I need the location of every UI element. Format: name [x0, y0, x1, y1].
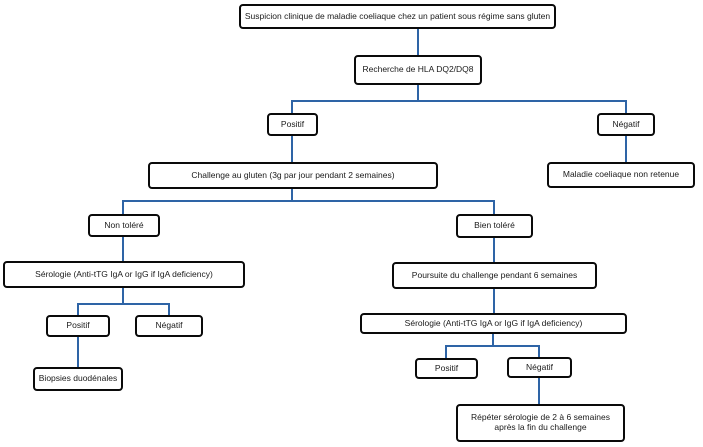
- connector-line: [168, 303, 170, 315]
- connector-line: [493, 200, 495, 214]
- connector-line: [77, 303, 79, 315]
- node-serologie2-positif: Positif: [415, 358, 478, 379]
- connector-line: [625, 136, 627, 162]
- connector-line: [492, 334, 494, 345]
- connector-line: [291, 189, 293, 200]
- node-maladie-non-retenue: Maladie coeliaque non retenue: [547, 162, 695, 188]
- connector-line: [445, 345, 447, 358]
- connector-line: [77, 303, 170, 305]
- connector-line: [538, 378, 540, 404]
- node-recherche-hla: Recherche de HLA DQ2/DQ8: [354, 55, 482, 85]
- node-poursuite-challenge: Poursuite du challenge pendant 6 semaines: [392, 262, 597, 289]
- connector-line: [445, 345, 540, 347]
- connector-line: [417, 29, 419, 55]
- connector-line: [291, 100, 627, 102]
- node-serologie1-positif: Positif: [46, 315, 110, 337]
- node-challenge-gluten: Challenge au gluten (3g par jour pendant 2 semaines): [148, 162, 438, 189]
- connector-line: [122, 200, 495, 202]
- node-non-tolere: Non toléré: [88, 214, 160, 237]
- connector-line: [291, 100, 293, 113]
- node-serologie2-negatif: Négatif: [507, 357, 572, 378]
- node-biopsies-duodenales: Biopsies duodénales: [33, 367, 123, 391]
- node-hla-positif: Positif: [267, 113, 318, 136]
- connector-line: [417, 85, 419, 100]
- connector-line: [291, 136, 293, 162]
- connector-line: [122, 288, 124, 303]
- node-bien-tolere: Bien toléré: [456, 214, 533, 238]
- node-serologie-1: Sérologie (Anti-tTG IgA or IgG if IgA deficiency): [3, 261, 245, 288]
- connector-line: [122, 237, 124, 261]
- node-serologie-2: Sérologie (Anti-tTG IgA or IgG if IgA deficiency): [360, 313, 627, 334]
- node-serologie1-negatif: Négatif: [135, 315, 203, 337]
- connector-line: [493, 289, 495, 313]
- node-hla-negatif: Négatif: [597, 113, 655, 136]
- connector-line: [538, 345, 540, 357]
- connector-line: [122, 200, 124, 214]
- node-suspicion-clinique: Suspicion clinique de maladie coeliaque chez un patient sous régime sans gluten: [239, 4, 556, 29]
- connector-line: [493, 238, 495, 262]
- connector-line: [77, 337, 79, 367]
- connector-line: [625, 100, 627, 113]
- node-repeter-serologie: Répéter sérologie de 2 à 6 semaines après la fin du challenge: [456, 404, 625, 442]
